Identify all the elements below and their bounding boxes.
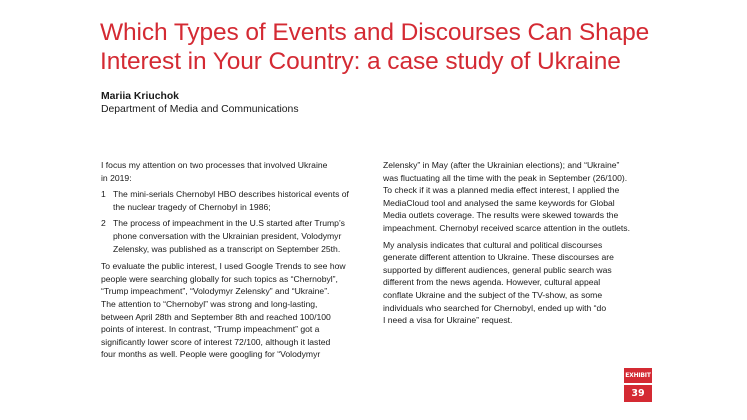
left-column	[101, 159, 366, 365]
numbered-list	[101, 188, 366, 255]
author-block	[101, 90, 299, 116]
intro-paragraph	[101, 159, 366, 184]
text-line: The process of impeachment in the U.S started after Trump’s	[113, 218, 345, 229]
text-line: Zelensky, was published as a transcript on September 25th.	[113, 243, 341, 254]
title-line: Interest in Your Country: a case study of Ukraine	[100, 48, 621, 75]
body-paragraph	[101, 260, 366, 361]
list-item-number: 2	[101, 218, 106, 229]
exhibit-label: EXHIBIT	[624, 368, 652, 383]
text-line: The mini-serials Chernobyl HBO describes historical events of	[113, 189, 349, 200]
page-number: 39	[624, 385, 652, 402]
author-department: Department of Media and Communications	[101, 104, 299, 115]
text-line: phone conversation with the Ukrainian president, Volodymyr	[113, 230, 342, 241]
text-line: MediaCloud tool and analysed the same keywords for Global	[383, 197, 615, 208]
text-line: Media outlets coverage. The results were skewed towards the	[383, 210, 619, 221]
exhibit-page-badge	[624, 368, 652, 402]
text-line: in 2019:	[101, 172, 132, 183]
text-line: I need a visa for Ukraine” request.	[383, 315, 513, 326]
text-line: supported by different audiences, general public search was	[383, 264, 612, 275]
text-line: between April 28th and September 8th and reached 100/100	[101, 311, 331, 322]
list-item-number: 1	[101, 189, 106, 200]
list-item	[101, 188, 366, 213]
list-item	[101, 217, 366, 255]
text-line: I focus my attention on two processes that involved Ukraine	[101, 160, 328, 170]
text-line: conflate Ukraine and the subject of the TV-show, as some	[383, 289, 603, 300]
text-line: points of interest. In contrast, “Trump impeachment” got a	[101, 324, 320, 335]
text-line: To check if it was a planned media effect interest, I applied the	[383, 185, 620, 196]
text-line: generate different attention to Ukraine. These discourses are	[383, 252, 614, 263]
page-title	[100, 18, 700, 76]
text-line: was fluctuating all the time with the peak in September (26/100).	[383, 172, 628, 183]
text-line: impeachment. Chernobyl received scarce attention in the outlets.	[383, 222, 630, 233]
text-line: My analysis indicates that cultural and political discourses	[383, 239, 603, 250]
text-line: four months as well. People were googling for “Volodymyr	[101, 349, 321, 360]
text-line: the nuclear tragedy of Chernobyl in 1986;	[113, 201, 271, 212]
author-name: Mariia Kriuchok	[101, 91, 179, 102]
text-line: “Trump impeachment”, “Volodymyr Zelensky” and “Ukraine”.	[101, 286, 330, 297]
text-line: different from the news agenda. However, cultural appeal	[383, 277, 601, 288]
text-line: significantly lower score of interest 72/100, although it lasted	[101, 336, 331, 347]
right-column	[383, 159, 645, 331]
text-line: individuals who searched for Chernobyl, ended up with “do	[383, 302, 607, 313]
text-line: people were searching globally for such topics as “Chernobyl”,	[101, 273, 338, 284]
body-paragraph	[383, 159, 645, 235]
text-line: Zelensky” in May (after the Ukrainian elections); and “Ukraine”	[383, 160, 620, 170]
title-line: Which Types of Events and Discourses Can Shape	[100, 19, 650, 46]
body-paragraph	[383, 239, 645, 327]
text-line: The attention to “Chernobyl” was strong and long-lasting,	[101, 298, 318, 309]
text-line: To evaluate the public interest, I used Google Trends to see how	[101, 261, 346, 272]
